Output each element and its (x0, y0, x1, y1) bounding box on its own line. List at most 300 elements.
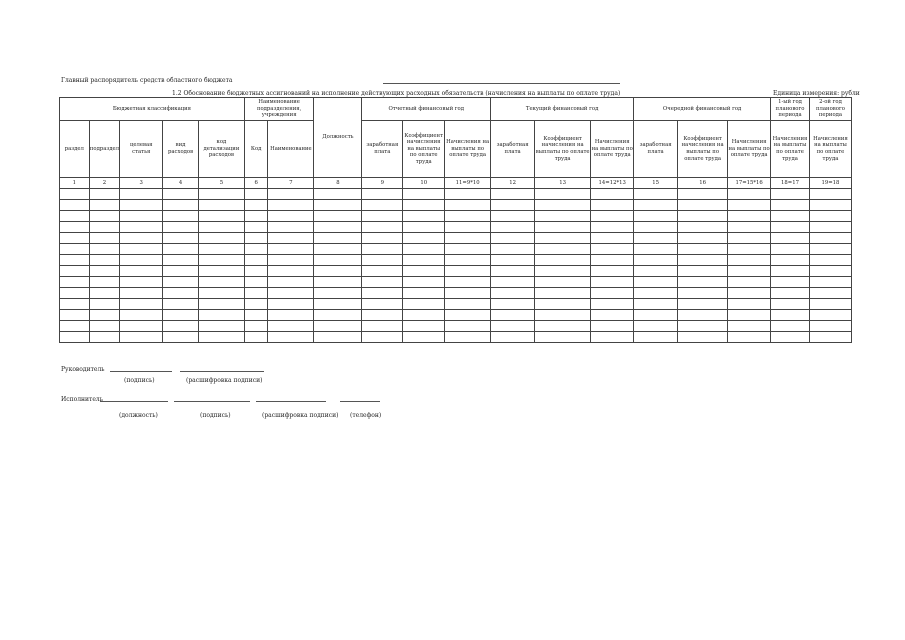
table-cell[interactable] (445, 332, 491, 343)
table-cell[interactable] (198, 211, 244, 222)
table-cell[interactable] (403, 332, 445, 343)
table-cell[interactable] (771, 200, 810, 211)
table-cell[interactable] (678, 233, 728, 244)
current-year-header: Текущий финансовый год (491, 98, 634, 121)
table-cell[interactable] (678, 321, 728, 332)
table-cell[interactable] (728, 200, 771, 211)
table-cell[interactable] (809, 288, 851, 299)
table-cell[interactable] (634, 244, 678, 255)
table-cell[interactable] (403, 310, 445, 321)
table-cell[interactable] (244, 288, 268, 299)
table-cell[interactable] (89, 222, 120, 233)
table-cell[interactable] (89, 288, 120, 299)
table-cell[interactable] (591, 189, 634, 200)
column-number: 7 (268, 178, 314, 189)
table-cell[interactable] (771, 299, 810, 310)
table-cell[interactable] (809, 222, 851, 233)
table-cell[interactable] (163, 211, 199, 222)
col-expense-type-header: вид расходов (163, 121, 199, 178)
col-name-header: Наименование (268, 121, 314, 178)
table-cell[interactable] (491, 255, 535, 266)
table-cell[interactable] (591, 310, 634, 321)
table-cell[interactable] (314, 200, 362, 211)
table-cell[interactable] (445, 310, 491, 321)
col-accrual-reporting-header: Начисления на выплаты по оплате труда (445, 121, 491, 178)
table-cell[interactable] (362, 321, 403, 332)
table-cell[interactable] (403, 299, 445, 310)
table-cell[interactable] (120, 299, 163, 310)
table-cell[interactable] (445, 244, 491, 255)
table-cell[interactable] (120, 211, 163, 222)
table-cell[interactable] (491, 211, 535, 222)
table-cell[interactable] (362, 266, 403, 277)
table-cell[interactable] (120, 332, 163, 343)
table-cell[interactable] (244, 299, 268, 310)
table-cell[interactable] (809, 200, 851, 211)
table-cell[interactable] (445, 200, 491, 211)
table-cell[interactable] (634, 299, 678, 310)
table-cell[interactable] (771, 233, 810, 244)
table-cell[interactable] (491, 299, 535, 310)
column-number: 6 (244, 178, 268, 189)
table-cell[interactable] (634, 255, 678, 266)
table-cell[interactable] (89, 299, 120, 310)
table-cell[interactable] (89, 310, 120, 321)
table-row (60, 255, 852, 266)
table-cell[interactable] (314, 332, 362, 343)
next-year-header: Очередной финансовый год (634, 98, 771, 121)
table-cell[interactable] (678, 255, 728, 266)
table-cell[interactable] (268, 222, 314, 233)
document-title: 1.2 Обоснование бюджетных ассигнований на исполнение действующих расходных обязательств (начисления на выплаты по оплате труда) (172, 90, 621, 97)
table-cell[interactable] (491, 277, 535, 288)
column-number: 8 (314, 178, 362, 189)
table-cell[interactable] (198, 288, 244, 299)
table-cell[interactable] (403, 266, 445, 277)
table-cell[interactable] (89, 189, 120, 200)
table-cell[interactable] (445, 233, 491, 244)
plan-year1-header: 1-ый год планового периода (771, 98, 810, 121)
table-cell[interactable] (60, 288, 90, 299)
table-cell[interactable] (268, 211, 314, 222)
table-cell[interactable] (678, 189, 728, 200)
table-cell[interactable] (120, 310, 163, 321)
table-cell[interactable] (535, 310, 591, 321)
table-cell[interactable] (362, 211, 403, 222)
table-cell[interactable] (60, 222, 90, 233)
table-cell[interactable] (314, 310, 362, 321)
table-cell[interactable] (268, 233, 314, 244)
table-cell[interactable] (314, 255, 362, 266)
table-cell[interactable] (535, 189, 591, 200)
table-cell[interactable] (491, 266, 535, 277)
table-cell[interactable] (244, 200, 268, 211)
table-cell[interactable] (771, 211, 810, 222)
table-cell[interactable] (445, 266, 491, 277)
table-cell[interactable] (314, 233, 362, 244)
table-cell[interactable] (163, 310, 199, 321)
table-cell[interactable] (60, 244, 90, 255)
table-cell[interactable] (89, 244, 120, 255)
table-cell[interactable] (491, 244, 535, 255)
table-cell[interactable] (445, 288, 491, 299)
table-cell[interactable] (120, 244, 163, 255)
table-cell[interactable] (198, 266, 244, 277)
table-cell[interactable] (268, 255, 314, 266)
table-cell[interactable] (445, 211, 491, 222)
table-cell[interactable] (362, 255, 403, 266)
table-cell[interactable] (678, 288, 728, 299)
table-cell[interactable] (314, 211, 362, 222)
table-cell[interactable] (163, 189, 199, 200)
table-cell[interactable] (198, 321, 244, 332)
table-cell[interactable] (634, 189, 678, 200)
table-cell[interactable] (60, 266, 90, 277)
table-cell[interactable] (809, 244, 851, 255)
table-cell[interactable] (728, 288, 771, 299)
table-cell[interactable] (445, 255, 491, 266)
table-cell[interactable] (491, 321, 535, 332)
table-row (60, 321, 852, 332)
table-cell[interactable] (60, 310, 90, 321)
table-cell[interactable] (678, 299, 728, 310)
table-cell[interactable] (491, 288, 535, 299)
table-cell[interactable] (535, 266, 591, 277)
table-cell[interactable] (403, 233, 445, 244)
table-cell[interactable] (362, 310, 403, 321)
table-cell[interactable] (89, 255, 120, 266)
table-cell[interactable] (89, 321, 120, 332)
table-cell[interactable] (535, 211, 591, 222)
table-cell[interactable] (771, 321, 810, 332)
table-cell[interactable] (809, 233, 851, 244)
table-cell[interactable] (678, 211, 728, 222)
executor-position-field[interactable] (100, 401, 168, 402)
table-cell[interactable] (634, 222, 678, 233)
table-cell[interactable] (198, 233, 244, 244)
table-cell[interactable] (678, 244, 728, 255)
column-number: 14=12*13 (591, 178, 634, 189)
table-cell[interactable] (535, 244, 591, 255)
table-cell[interactable] (89, 277, 120, 288)
table-cell[interactable] (244, 255, 268, 266)
table-cell[interactable] (60, 200, 90, 211)
table-row (60, 299, 852, 310)
table-cell[interactable] (244, 321, 268, 332)
table-cell[interactable] (634, 200, 678, 211)
table-cell[interactable] (244, 189, 268, 200)
table-cell[interactable] (120, 277, 163, 288)
table-cell[interactable] (771, 288, 810, 299)
table-cell[interactable] (728, 299, 771, 310)
table-cell[interactable] (244, 233, 268, 244)
table-cell[interactable] (163, 277, 199, 288)
table-cell[interactable] (268, 321, 314, 332)
table-cell[interactable] (591, 233, 634, 244)
table-cell[interactable] (314, 321, 362, 332)
table-cell[interactable] (591, 299, 634, 310)
table-cell[interactable] (198, 277, 244, 288)
table-cell[interactable] (771, 244, 810, 255)
table-cell[interactable] (198, 299, 244, 310)
table-cell[interactable] (634, 332, 678, 343)
table-cell[interactable] (771, 310, 810, 321)
column-number: 1 (60, 178, 90, 189)
table-cell[interactable] (591, 222, 634, 233)
head-label: Руководитель (61, 366, 105, 373)
table-cell[interactable] (198, 310, 244, 321)
table-cell[interactable] (445, 299, 491, 310)
table-cell[interactable] (120, 321, 163, 332)
table-cell[interactable] (89, 332, 120, 343)
table-cell[interactable] (314, 277, 362, 288)
table-cell[interactable] (163, 266, 199, 277)
table-cell[interactable] (362, 200, 403, 211)
table-cell[interactable] (634, 288, 678, 299)
table-cell[interactable] (314, 266, 362, 277)
table-cell[interactable] (163, 200, 199, 211)
table-cell[interactable] (771, 222, 810, 233)
table-cell[interactable] (678, 200, 728, 211)
table-cell[interactable] (314, 299, 362, 310)
table-cell[interactable] (771, 189, 810, 200)
table-cell[interactable] (120, 255, 163, 266)
table-cell[interactable] (809, 211, 851, 222)
column-number: 3 (120, 178, 163, 189)
table-cell[interactable] (491, 222, 535, 233)
table-cell[interactable] (809, 277, 851, 288)
table-cell[interactable] (445, 222, 491, 233)
col-coef-next-header: Коэффициент начисления на выплаты по оплате труда (678, 121, 728, 178)
table-cell[interactable] (268, 299, 314, 310)
table-cell[interactable] (403, 255, 445, 266)
table-cell[interactable] (728, 266, 771, 277)
table-cell[interactable] (634, 277, 678, 288)
table-cell[interactable] (120, 222, 163, 233)
table-cell[interactable] (268, 332, 314, 343)
table-cell[interactable] (244, 244, 268, 255)
table-cell[interactable] (268, 266, 314, 277)
table-cell[interactable] (314, 222, 362, 233)
table-cell[interactable] (535, 299, 591, 310)
table-cell[interactable] (268, 200, 314, 211)
table-cell[interactable] (403, 189, 445, 200)
table-cell[interactable] (535, 222, 591, 233)
table-cell[interactable] (198, 189, 244, 200)
table-row (60, 244, 852, 255)
table-cell[interactable] (198, 244, 244, 255)
table-cell[interactable] (591, 332, 634, 343)
table-cell[interactable] (591, 211, 634, 222)
table-cell[interactable] (244, 222, 268, 233)
table-cell[interactable] (678, 332, 728, 343)
table-cell[interactable] (268, 189, 314, 200)
table-cell[interactable] (728, 277, 771, 288)
table-cell[interactable] (728, 211, 771, 222)
table-cell[interactable] (244, 211, 268, 222)
table-cell[interactable] (163, 222, 199, 233)
table-cell[interactable] (491, 332, 535, 343)
table-cell[interactable] (728, 321, 771, 332)
table-cell[interactable] (60, 211, 90, 222)
head-decode-caption: (расшифровка подписи) (186, 377, 263, 384)
column-number: 12 (491, 178, 535, 189)
table-cell[interactable] (198, 332, 244, 343)
table-cell[interactable] (163, 244, 199, 255)
table-cell[interactable] (362, 244, 403, 255)
table-cell[interactable] (771, 277, 810, 288)
table-cell[interactable] (728, 222, 771, 233)
table-cell[interactable] (362, 288, 403, 299)
table-cell[interactable] (634, 310, 678, 321)
table-cell[interactable] (591, 266, 634, 277)
table-cell[interactable] (403, 211, 445, 222)
table-cell[interactable] (362, 233, 403, 244)
table-cell[interactable] (89, 211, 120, 222)
head-signature-field[interactable] (110, 371, 172, 372)
table-cell[interactable] (728, 244, 771, 255)
table-cell[interactable] (591, 288, 634, 299)
head-signature-caption: (подпись) (124, 377, 155, 384)
table-cell[interactable] (244, 266, 268, 277)
table-cell[interactable] (591, 244, 634, 255)
table-cell[interactable] (535, 277, 591, 288)
table-cell[interactable] (728, 255, 771, 266)
table-cell[interactable] (403, 244, 445, 255)
table-cell[interactable] (362, 189, 403, 200)
table-cell[interactable] (445, 321, 491, 332)
table-cell[interactable] (60, 332, 90, 343)
table-cell[interactable] (535, 321, 591, 332)
table-cell[interactable] (809, 299, 851, 310)
table-row (60, 233, 852, 244)
table-cell[interactable] (89, 266, 120, 277)
table-cell[interactable] (403, 222, 445, 233)
table-cell[interactable] (809, 332, 851, 343)
table-cell[interactable] (244, 277, 268, 288)
table-cell[interactable] (591, 277, 634, 288)
table-cell[interactable] (89, 233, 120, 244)
executor-signature-field[interactable] (174, 401, 250, 402)
table-cell[interactable] (634, 266, 678, 277)
table-cell[interactable] (244, 332, 268, 343)
table-cell[interactable] (362, 222, 403, 233)
table-cell[interactable] (163, 255, 199, 266)
table-cell[interactable] (591, 200, 634, 211)
table-cell[interactable] (362, 277, 403, 288)
table-cell[interactable] (634, 321, 678, 332)
table-cell[interactable] (535, 233, 591, 244)
column-number: 18=17 (771, 178, 810, 189)
table-cell[interactable] (314, 288, 362, 299)
table-cell[interactable] (120, 200, 163, 211)
table-cell[interactable] (60, 277, 90, 288)
table-cell[interactable] (728, 310, 771, 321)
table-cell[interactable] (403, 321, 445, 332)
table-cell[interactable] (163, 321, 199, 332)
table-cell[interactable] (60, 299, 90, 310)
table-cell[interactable] (728, 233, 771, 244)
executor-phone-field[interactable] (340, 401, 380, 402)
table-cell[interactable] (809, 255, 851, 266)
table-cell[interactable] (445, 189, 491, 200)
table-cell[interactable] (591, 255, 634, 266)
table-cell[interactable] (678, 222, 728, 233)
table-cell[interactable] (268, 244, 314, 255)
table-cell[interactable] (634, 211, 678, 222)
table-cell[interactable] (268, 288, 314, 299)
table-cell[interactable] (535, 288, 591, 299)
table-cell[interactable] (445, 277, 491, 288)
table-cell[interactable] (314, 189, 362, 200)
table-cell[interactable] (491, 200, 535, 211)
table-cell[interactable] (491, 310, 535, 321)
table-cell[interactable] (403, 200, 445, 211)
table-cell[interactable] (198, 255, 244, 266)
table-cell[interactable] (314, 244, 362, 255)
table-cell[interactable] (120, 189, 163, 200)
table-cell[interactable] (198, 222, 244, 233)
table-cell[interactable] (491, 189, 535, 200)
col-accrual-current-header: Начисления на выплаты по оплате труда (591, 121, 634, 178)
table-cell[interactable] (728, 189, 771, 200)
table-cell[interactable] (163, 332, 199, 343)
table-cell[interactable] (403, 277, 445, 288)
table-cell[interactable] (771, 332, 810, 343)
table-cell[interactable] (678, 310, 728, 321)
table-cell[interactable] (403, 288, 445, 299)
table-cell[interactable] (678, 266, 728, 277)
table-cell[interactable] (120, 266, 163, 277)
table-cell[interactable] (244, 310, 268, 321)
table-cell[interactable] (771, 255, 810, 266)
manager-name-field[interactable] (383, 83, 620, 84)
table-cell[interactable] (809, 189, 851, 200)
head-decode-field[interactable] (180, 371, 264, 372)
table-cell[interactable] (60, 255, 90, 266)
table-cell[interactable] (163, 288, 199, 299)
table-cell[interactable] (120, 288, 163, 299)
table-cell[interactable] (268, 277, 314, 288)
table-cell[interactable] (60, 321, 90, 332)
table-cell[interactable] (809, 266, 851, 277)
table-cell[interactable] (120, 233, 163, 244)
column-number: 17=15*16 (728, 178, 771, 189)
table-cell[interactable] (362, 332, 403, 343)
table-cell[interactable] (60, 189, 90, 200)
table-cell[interactable] (163, 299, 199, 310)
table-cell[interactable] (268, 310, 314, 321)
unit-label: Единица измерения: рубли (773, 90, 860, 97)
table-cell[interactable] (362, 299, 403, 310)
table-cell[interactable] (491, 233, 535, 244)
table-cell[interactable] (728, 332, 771, 343)
table-cell[interactable] (535, 255, 591, 266)
table-cell[interactable] (771, 266, 810, 277)
table-cell[interactable] (535, 332, 591, 343)
table-cell[interactable] (809, 310, 851, 321)
table-cell[interactable] (678, 277, 728, 288)
table-cell[interactable] (634, 233, 678, 244)
table-cell[interactable] (591, 321, 634, 332)
table-cell[interactable] (163, 233, 199, 244)
table-cell[interactable] (89, 200, 120, 211)
table-cell[interactable] (198, 200, 244, 211)
executor-decode-field[interactable] (256, 401, 326, 402)
table-cell[interactable] (60, 233, 90, 244)
table-cell[interactable] (535, 200, 591, 211)
table-cell[interactable] (809, 321, 851, 332)
